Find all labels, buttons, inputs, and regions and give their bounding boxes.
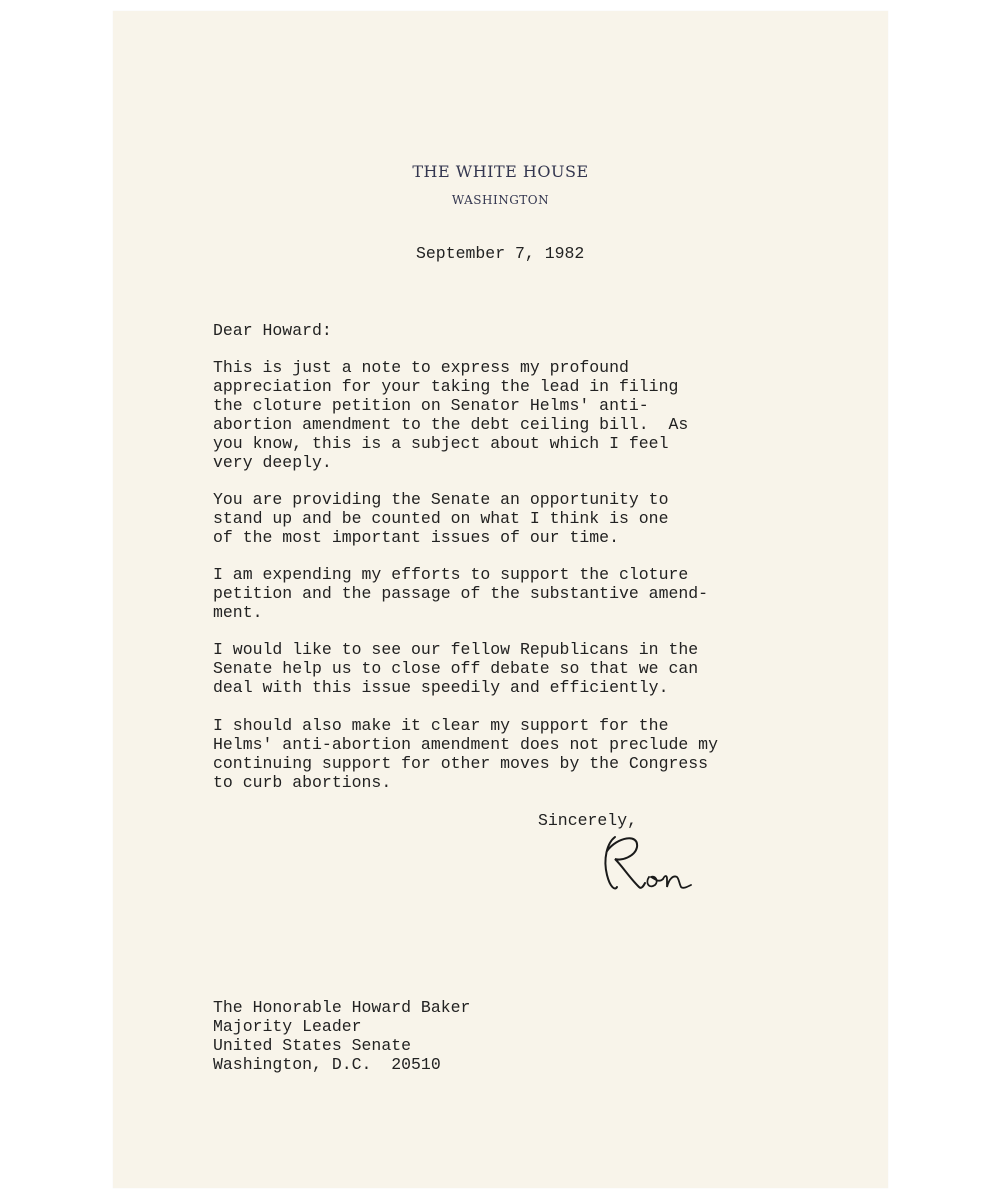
body-paragraph-2: You are providing the Senate an opportunity to stand up and be counted on what I think is one of the most important issues of our time. [213, 490, 669, 547]
body-paragraph-4: I would like to see our fellow Republicans in the Senate help us to close off debate so that we can deal with this issue speedily and efficiently. [213, 640, 699, 697]
body-paragraph-1: This is just a note to express my profound appreciation for your taking the lead in filing the cloture petition on Senator Helms' anti- abortion amendment to the debt ceiling bill. As you know, this is a subject about which I feel very deeply. [213, 358, 689, 472]
signature-ron [593, 829, 703, 899]
recipient-address: The Honorable Howard Baker Majority Leader United States Senate Washington, D.C. 20510 [213, 998, 471, 1074]
body-paragraph-5: I should also make it clear my support for the Helms' anti-abortion amendment does not preclude my continuing support for other moves by the Congress to curb abortions. [213, 716, 718, 792]
letterhead-title: THE WHITE HOUSE [412, 162, 589, 181]
closing: Sincerely, [538, 811, 638, 830]
letter-date: September 7, 1982 [416, 244, 585, 263]
letter-page [113, 11, 888, 1188]
letterhead-subtitle: WASHINGTON [451, 193, 550, 207]
salutation: Dear Howard: [213, 321, 332, 340]
body-paragraph-3: I am expending my efforts to support the cloture petition and the passage of the substantive amend- ment. [213, 565, 709, 622]
